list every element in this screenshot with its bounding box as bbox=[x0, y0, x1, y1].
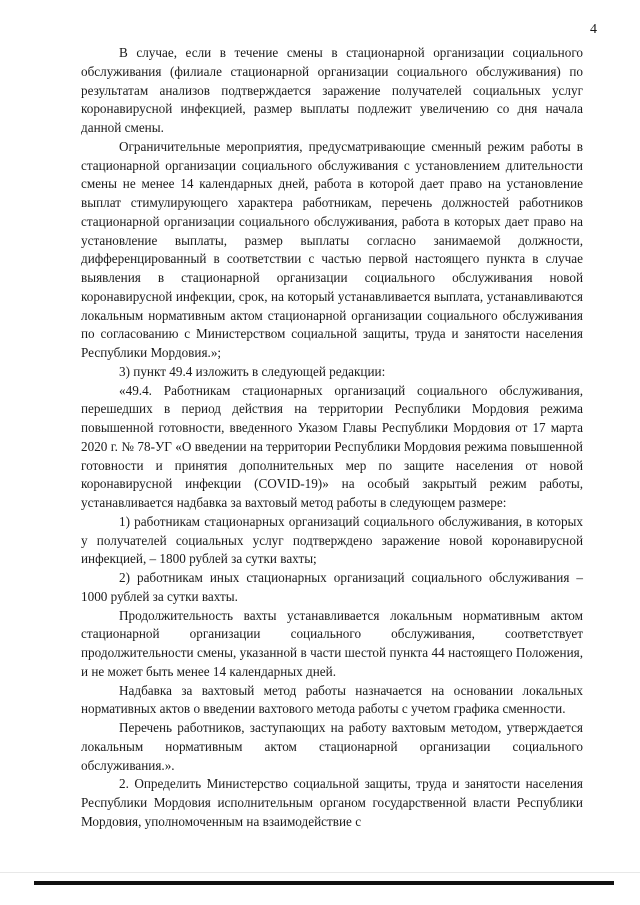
page-number: 4 bbox=[590, 22, 597, 37]
paragraph-5: 1) работникам стационарных организаций социального обслуживания, в которых у получателей социальных услуг подтверждено заражение новой коронавирусной инфекцией, – 1800 рублей за сутки вахты; bbox=[81, 513, 583, 567]
paragraph-4: «49.4. Работникам стационарных организаций социального обслуживания, перешедших в период действия на территории Республики Мордовия режима повышенной готовности, введенного Указом Главы Республики Мордовия от 17 марта 2020 г. № 78-УГ «О введении на территории Республики Мордовия режима повышенной готовности и принятия дополнительных мер по защите населения от новой коронавирусной инфекции (COVID-19)» на особый закрытый режим работы, устанавливается надбавка за вахтовый метод работы в следующем размере: bbox=[81, 382, 583, 510]
document-body bbox=[81, 44, 583, 832]
paragraph-3: 3) пункт 49.4 изложить в следующей редакции: bbox=[119, 363, 386, 379]
paragraph-1: В случае, если в течение смены в стационарной организации социального обслуживания (филиале стационарной организации социального обслуживания) по результатам анализов подтверждается заражение получателей социальных услуг коронавирусной инфекцией, размер выплаты подлежит увеличению со дня начала данной смены. bbox=[81, 45, 583, 135]
paragraph-6: 2) работникам иных стационарных организаций социального обслуживания – 1000 рублей за сутки вахты. bbox=[81, 570, 583, 604]
paragraph-8: Надбавка за вахтовый метод работы назначается на основании локальных нормативных актов о введении вахтового метода работы с учетом графика сменности. bbox=[81, 682, 583, 717]
paragraph-7: Продолжительность вахты устанавливается локальным нормативным актом стационарной организации социального обслуживания, соответствует продолжительности смены, указанной в части шестой пункта 44 настоящего Положения, и не может быть менее 14 календарных дней. bbox=[81, 607, 583, 679]
paragraph-10: 2. Определить Министерство социальной защиты, труда и занятости населения Республики Мордовия исполнительным органом государственной власти Республики Мордовия, уполномоченным на взаимодействие с bbox=[81, 776, 583, 829]
paragraph-2: Ограничительные мероприятия, предусматривающие сменный режим работы в стационарной организации социального обслуживания с установлением длительности смены не менее 14 календарных дней, работа в которой дает право на установление выплат стимулирующего характера работникам, перечень должностей работников стационарной организации социального обслуживания, работа в которых дает право на установление выплаты, размер выплаты согласно занимаемой должности, дифференцированный в соответствии с частью первой настоящего пункта в случае выявления в стационарной организации социального обслуживания новой коронавирусной инфекции, срок, на который устанавливается выплата, устанавливаются локальным нормативным актом стационарной организации социального обслуживания по согласованию с Министерством социальной защиты, труда и занятости населения Республики Мордовия.»; bbox=[81, 138, 583, 360]
paragraph-9: Перечень работников, заступающих на работу вахтовым методом, утверждается локальным нормативным актом стационарной организации социального обслуживания.». bbox=[81, 720, 583, 773]
bottom-border-line bbox=[34, 881, 614, 885]
scan-edge-line bbox=[0, 872, 640, 873]
